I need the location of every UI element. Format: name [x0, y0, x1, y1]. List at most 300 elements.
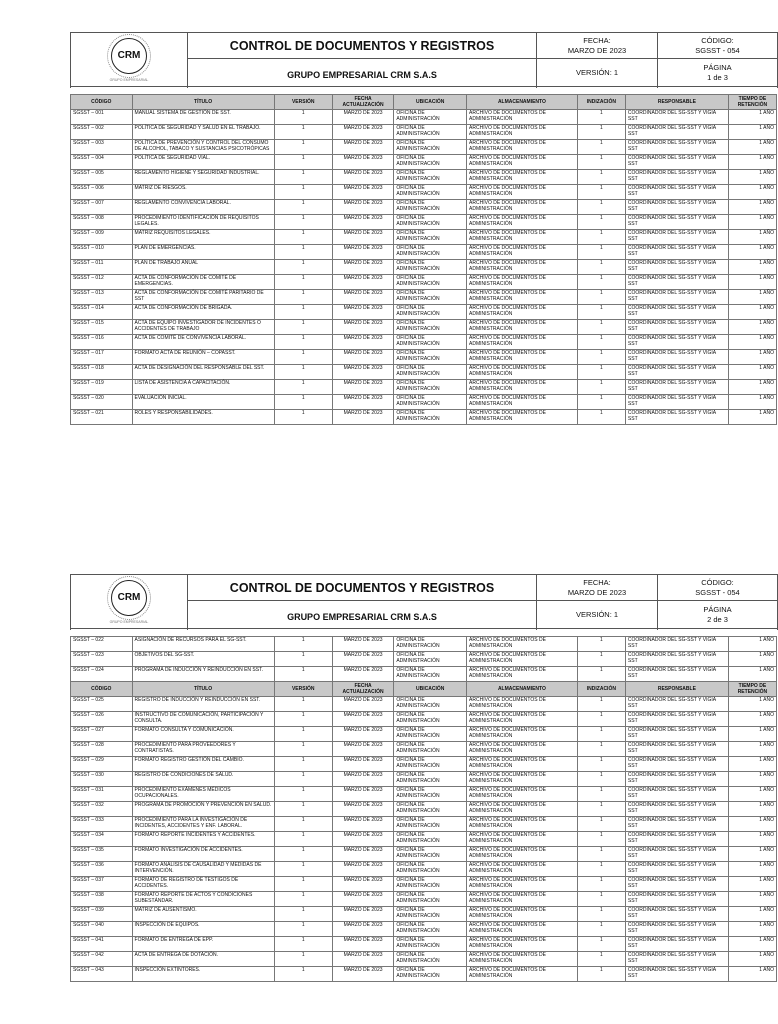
row-title: ASIGNACIÓN DE RECURSOS PARA EL SG-SST.: [132, 637, 274, 652]
row-indizacion: 1: [577, 365, 625, 380]
row-retencion: 1 AÑO: [728, 952, 776, 967]
col-version: VERSIÓN: [274, 95, 332, 110]
row-title: ACTA DE CONFORMACIÓN DE COMITÉ PARITARIO DE SST: [132, 290, 274, 305]
row-responsable: COORDINADOR DEL SG-SST Y VIGIA SST: [625, 712, 728, 727]
row-retencion: 1 AÑO: [728, 772, 776, 787]
pagina-cell: PÁGINA 1 de 3: [658, 59, 778, 87]
row-ubicacion: OFICINA DE ADMINISTRACIÓN: [394, 260, 467, 275]
table-row: [71, 892, 777, 907]
row-retencion: 1 AÑO: [728, 290, 776, 305]
row-fecha: MARZO DE 2023: [332, 892, 394, 907]
table-row: [71, 335, 777, 350]
row-indizacion: 1: [577, 832, 625, 847]
row-ubicacion: OFICINA DE ADMINISTRACIÓN: [394, 320, 467, 335]
table-row: [71, 245, 777, 260]
row-responsable: COORDINADOR DEL SG-SST Y VIGIA SST: [625, 275, 728, 290]
row-title: PROGRAMA DE INDUCCIÓN Y REINDUCCIÓN EN SST.: [132, 667, 274, 682]
row-indizacion: 1: [577, 652, 625, 667]
row-fecha: MARZO DE 2023: [332, 305, 394, 320]
row-version: 1: [274, 667, 332, 682]
table-row: [71, 757, 777, 772]
row-ubicacion: OFICINA DE ADMINISTRACIÓN: [394, 230, 467, 245]
row-version: 1: [274, 727, 332, 742]
row-retencion: 1 AÑO: [728, 140, 776, 155]
row-code: SGSST – 024: [71, 667, 133, 682]
col-codigo: CÓDIGO: [71, 682, 133, 697]
row-responsable: COORDINADOR DEL SG-SST Y VIGIA SST: [625, 155, 728, 170]
table-subheader: [71, 682, 777, 697]
row-almacenamiento: ARCHIVO DE DOCUMENTOS DE ADMINISTRACIÓN: [467, 125, 578, 140]
row-code: SGSST – 028: [71, 742, 133, 757]
row-retencion: 1 AÑO: [728, 697, 776, 712]
row-retencion: 1 AÑO: [728, 652, 776, 667]
row-title: INSPECCIÓN DE EQUIPOS.: [132, 922, 274, 937]
row-responsable: COORDINADOR DEL SG-SST Y VIGIA SST: [625, 922, 728, 937]
table-row: [71, 652, 777, 667]
col-indizacion: INDIZACIÓN: [577, 682, 625, 697]
row-indizacion: 1: [577, 290, 625, 305]
row-ubicacion: OFICINA DE ADMINISTRACIÓN: [394, 877, 467, 892]
row-fecha: MARZO DE 2023: [332, 667, 394, 682]
row-ubicacion: OFICINA DE ADMINISTRACIÓN: [394, 667, 467, 682]
row-fecha: MARZO DE 2023: [332, 200, 394, 215]
col-retencion: TIEMPO DE RETENCIÓN: [728, 682, 776, 697]
row-version: 1: [274, 320, 332, 335]
row-code: SGSST – 010: [71, 245, 133, 260]
row-title: INSTRUCTIVO DE COMUNICACIÓN, PARTICIPACIÓN Y CONSULTA.: [132, 712, 274, 727]
row-code: SGSST – 026: [71, 712, 133, 727]
row-indizacion: 1: [577, 952, 625, 967]
row-version: 1: [274, 772, 332, 787]
row-code: SGSST – 015: [71, 320, 133, 335]
row-version: 1: [274, 697, 332, 712]
row-fecha: MARZO DE 2023: [332, 215, 394, 230]
row-indizacion: 1: [577, 305, 625, 320]
row-code: SGSST – 038: [71, 892, 133, 907]
row-retencion: 1 AÑO: [728, 125, 776, 140]
row-code: SGSST – 034: [71, 832, 133, 847]
row-code: SGSST – 021: [71, 410, 133, 425]
row-code: SGSST – 014: [71, 305, 133, 320]
row-indizacion: 1: [577, 727, 625, 742]
row-version: 1: [274, 215, 332, 230]
row-indizacion: 1: [577, 802, 625, 817]
row-ubicacion: OFICINA DE ADMINISTRACIÓN: [394, 410, 467, 425]
row-indizacion: 1: [577, 937, 625, 952]
table-row: [71, 350, 777, 365]
row-retencion: 1 AÑO: [728, 892, 776, 907]
row-ubicacion: OFICINA DE ADMINISTRACIÓN: [394, 787, 467, 802]
row-almacenamiento: ARCHIVO DE DOCUMENTOS DE ADMINISTRACIÓN: [467, 395, 578, 410]
col-retencion: TIEMPO DE RETENCIÓN: [728, 95, 776, 110]
col-indizacion: INDIZACIÓN: [577, 95, 625, 110]
row-almacenamiento: ARCHIVO DE DOCUMENTOS DE ADMINISTRACIÓN: [467, 652, 578, 667]
row-title: PLAN DE EMERGENCIAS.: [132, 245, 274, 260]
table-body: [71, 697, 777, 982]
row-code: SGSST – 030: [71, 772, 133, 787]
row-ubicacion: OFICINA DE ADMINISTRACIÓN: [394, 892, 467, 907]
fecha-cell: FECHA: MARZO DE 2023: [537, 33, 658, 59]
row-almacenamiento: ARCHIVO DE DOCUMENTOS DE ADMINISTRACIÓN: [467, 275, 578, 290]
row-responsable: COORDINADOR DEL SG-SST Y VIGIA SST: [625, 727, 728, 742]
row-ubicacion: OFICINA DE ADMINISTRACIÓN: [394, 125, 467, 140]
row-title: ACTA DE DESIGNACIÓN DEL RESPONSABLE DEL SST.: [132, 365, 274, 380]
row-fecha: MARZO DE 2023: [332, 832, 394, 847]
row-version: 1: [274, 335, 332, 350]
row-responsable: COORDINADOR DEL SG-SST Y VIGIA SST: [625, 200, 728, 215]
row-responsable: COORDINADOR DEL SG-SST Y VIGIA SST: [625, 350, 728, 365]
row-code: SGSST – 002: [71, 125, 133, 140]
table-row: [71, 862, 777, 877]
row-code: SGSST – 031: [71, 787, 133, 802]
col-titulo: TÍTULO: [132, 682, 274, 697]
row-fecha: MARZO DE 2023: [332, 110, 394, 125]
row-title: EVALUACIÓN INICIAL.: [132, 395, 274, 410]
row-retencion: 1 AÑO: [728, 200, 776, 215]
row-code: SGSST – 008: [71, 215, 133, 230]
row-responsable: COORDINADOR DEL SG-SST Y VIGIA SST: [625, 652, 728, 667]
row-fecha: MARZO DE 2023: [332, 757, 394, 772]
row-code: SGSST – 032: [71, 802, 133, 817]
row-code: SGSST – 027: [71, 727, 133, 742]
row-responsable: COORDINADOR DEL SG-SST Y VIGIA SST: [625, 817, 728, 832]
col-codigo: CÓDIGO: [71, 95, 133, 110]
row-code: SGSST – 005: [71, 170, 133, 185]
row-version: 1: [274, 907, 332, 922]
table-row: [71, 410, 777, 425]
row-title: REGISTRO DE CONDICIONES DE SALUD.: [132, 772, 274, 787]
col-almacenamiento: ALMACENAMIENTO: [467, 682, 578, 697]
row-responsable: COORDINADOR DEL SG-SST Y VIGIA SST: [625, 967, 728, 982]
row-responsable: COORDINADOR DEL SG-SST Y VIGIA SST: [625, 667, 728, 682]
row-code: SGSST – 017: [71, 350, 133, 365]
table-row: [71, 697, 777, 712]
row-indizacion: 1: [577, 862, 625, 877]
row-fecha: MARZO DE 2023: [332, 155, 394, 170]
row-version: 1: [274, 742, 332, 757]
row-fecha: MARZO DE 2023: [332, 230, 394, 245]
row-responsable: COORDINADOR DEL SG-SST Y VIGIA SST: [625, 140, 728, 155]
table-row: [71, 817, 777, 832]
row-code: SGSST – 004: [71, 155, 133, 170]
row-indizacion: 1: [577, 275, 625, 290]
table-row: [71, 637, 777, 652]
row-almacenamiento: ARCHIVO DE DOCUMENTOS DE ADMINISTRACIÓN: [467, 305, 578, 320]
row-responsable: COORDINADOR DEL SG-SST Y VIGIA SST: [625, 215, 728, 230]
row-version: 1: [274, 922, 332, 937]
row-version: 1: [274, 967, 332, 982]
table-row: [71, 380, 777, 395]
row-code: SGSST – 042: [71, 952, 133, 967]
row-ubicacion: OFICINA DE ADMINISTRACIÓN: [394, 742, 467, 757]
row-responsable: COORDINADOR DEL SG-SST Y VIGIA SST: [625, 365, 728, 380]
row-responsable: COORDINADOR DEL SG-SST Y VIGIA SST: [625, 937, 728, 952]
row-retencion: 1 AÑO: [728, 667, 776, 682]
row-indizacion: 1: [577, 922, 625, 937]
row-title: FORMATO REPORTE DE ACTOS Y CONDICIONES SUBESTÁNDAR.: [132, 892, 274, 907]
row-title: REGLAMENTO HIGIENE Y SEGURIDAD INDUSTRIAL.: [132, 170, 274, 185]
codigo-cell: CÓDIGO: SGSST - 054: [658, 575, 778, 601]
row-title: REGLAMENTO CONVIVENCIA LABORAL.: [132, 200, 274, 215]
row-retencion: 1 AÑO: [728, 395, 776, 410]
row-fecha: MARZO DE 2023: [332, 140, 394, 155]
row-ubicacion: OFICINA DE ADMINISTRACIÓN: [394, 275, 467, 290]
row-code: SGSST – 001: [71, 110, 133, 125]
row-version: 1: [274, 877, 332, 892]
row-fecha: MARZO DE 2023: [332, 350, 394, 365]
row-version: 1: [274, 892, 332, 907]
row-title: PROCEDIMIENTO PARA LA INVESTIGACIÓN DE INCIDENTES, ACCIDENTES Y ENF. LABORAL.: [132, 817, 274, 832]
row-responsable: COORDINADOR DEL SG-SST Y VIGIA SST: [625, 877, 728, 892]
document-page-2: [70, 574, 777, 982]
row-title: FORMATO REGISTRO GESTIÓN DEL CAMBIO.: [132, 757, 274, 772]
row-indizacion: 1: [577, 140, 625, 155]
row-almacenamiento: ARCHIVO DE DOCUMENTOS DE ADMINISTRACIÓN: [467, 230, 578, 245]
row-ubicacion: OFICINA DE ADMINISTRACIÓN: [394, 922, 467, 937]
row-fecha: MARZO DE 2023: [332, 170, 394, 185]
row-version: 1: [274, 637, 332, 652]
row-almacenamiento: ARCHIVO DE DOCUMENTOS DE ADMINISTRACIÓN: [467, 832, 578, 847]
row-responsable: COORDINADOR DEL SG-SST Y VIGIA SST: [625, 245, 728, 260]
table-row: [71, 787, 777, 802]
row-ubicacion: OFICINA DE ADMINISTRACIÓN: [394, 215, 467, 230]
row-almacenamiento: ARCHIVO DE DOCUMENTOS DE ADMINISTRACIÓN: [467, 110, 578, 125]
row-ubicacion: OFICINA DE ADMINISTRACIÓN: [394, 350, 467, 365]
row-ubicacion: OFICINA DE ADMINISTRACIÓN: [394, 937, 467, 952]
table-row: [71, 125, 777, 140]
row-indizacion: 1: [577, 185, 625, 200]
row-ubicacion: OFICINA DE ADMINISTRACIÓN: [394, 817, 467, 832]
row-version: 1: [274, 952, 332, 967]
table-row: [71, 907, 777, 922]
row-title: FORMATO CONSULTA Y COMUNICACIÓN.: [132, 727, 274, 742]
row-responsable: COORDINADOR DEL SG-SST Y VIGIA SST: [625, 230, 728, 245]
row-fecha: MARZO DE 2023: [332, 922, 394, 937]
row-responsable: COORDINADOR DEL SG-SST Y VIGIA SST: [625, 335, 728, 350]
crm-logo: CRM: [111, 38, 147, 74]
row-almacenamiento: ARCHIVO DE DOCUMENTOS DE ADMINISTRACIÓN: [467, 697, 578, 712]
table-row: [71, 727, 777, 742]
row-ubicacion: OFICINA DE ADMINISTRACIÓN: [394, 305, 467, 320]
row-version: 1: [274, 817, 332, 832]
row-title: PROGRAMA DE PROMOCIÓN Y PREVENCIÓN EN SALUD.: [132, 802, 274, 817]
row-code: SGSST – 033: [71, 817, 133, 832]
documents-table: [70, 94, 777, 425]
row-retencion: 1 AÑO: [728, 410, 776, 425]
row-version: 1: [274, 170, 332, 185]
row-code: SGSST – 043: [71, 967, 133, 982]
row-code: SGSST – 022: [71, 637, 133, 652]
table-row: [71, 922, 777, 937]
table-row: [71, 967, 777, 982]
row-version: 1: [274, 305, 332, 320]
row-indizacion: 1: [577, 125, 625, 140]
row-fecha: MARZO DE 2023: [332, 847, 394, 862]
row-ubicacion: OFICINA DE ADMINISTRACIÓN: [394, 395, 467, 410]
row-fecha: MARZO DE 2023: [332, 410, 394, 425]
row-fecha: MARZO DE 2023: [332, 290, 394, 305]
row-responsable: COORDINADOR DEL SG-SST Y VIGIA SST: [625, 410, 728, 425]
row-indizacion: 1: [577, 742, 625, 757]
row-fecha: MARZO DE 2023: [332, 275, 394, 290]
row-almacenamiento: ARCHIVO DE DOCUMENTOS DE ADMINISTRACIÓN: [467, 320, 578, 335]
row-retencion: 1 AÑO: [728, 802, 776, 817]
row-almacenamiento: ARCHIVO DE DOCUMENTOS DE ADMINISTRACIÓN: [467, 742, 578, 757]
row-title: MATRIZ DE AUSENTISMO.: [132, 907, 274, 922]
row-code: SGSST – 039: [71, 907, 133, 922]
row-responsable: COORDINADOR DEL SG-SST Y VIGIA SST: [625, 772, 728, 787]
row-almacenamiento: ARCHIVO DE DOCUMENTOS DE ADMINISTRACIÓN: [467, 757, 578, 772]
row-retencion: 1 AÑO: [728, 757, 776, 772]
row-indizacion: 1: [577, 350, 625, 365]
table-row: [71, 712, 777, 727]
row-indizacion: 1: [577, 245, 625, 260]
row-version: 1: [274, 802, 332, 817]
row-indizacion: 1: [577, 215, 625, 230]
row-retencion: 1 AÑO: [728, 275, 776, 290]
row-indizacion: 1: [577, 200, 625, 215]
row-title: FORMATO ACTA DE REUNIÓN – COPASST.: [132, 350, 274, 365]
table-row: [71, 667, 777, 682]
row-retencion: 1 AÑO: [728, 170, 776, 185]
row-title: ROLES Y RESPONSABILIDADES.: [132, 410, 274, 425]
table-row: [71, 772, 777, 787]
documents-table: [70, 636, 777, 982]
row-ubicacion: OFICINA DE ADMINISTRACIÓN: [394, 290, 467, 305]
version-cell: VERSIÓN: 1: [537, 59, 658, 87]
row-title: FORMATO INVESTIGACIÓN DE ACCIDENTES.: [132, 847, 274, 862]
row-version: 1: [274, 260, 332, 275]
row-fecha: MARZO DE 2023: [332, 712, 394, 727]
document-header: [70, 32, 778, 87]
row-code: SGSST – 029: [71, 757, 133, 772]
row-almacenamiento: ARCHIVO DE DOCUMENTOS DE ADMINISTRACIÓN: [467, 155, 578, 170]
row-version: 1: [274, 787, 332, 802]
row-retencion: 1 AÑO: [728, 637, 776, 652]
row-ubicacion: OFICINA DE ADMINISTRACIÓN: [394, 380, 467, 395]
table-row: [71, 200, 777, 215]
row-almacenamiento: ARCHIVO DE DOCUMENTOS DE ADMINISTRACIÓN: [467, 215, 578, 230]
row-retencion: 1 AÑO: [728, 727, 776, 742]
row-almacenamiento: ARCHIVO DE DOCUMENTOS DE ADMINISTRACIÓN: [467, 410, 578, 425]
table-row: [71, 305, 777, 320]
row-ubicacion: OFICINA DE ADMINISTRACIÓN: [394, 170, 467, 185]
row-title: FORMATO ANÁLISIS DE CAUSALIDAD Y MEDIDAS DE INTERVENCIÓN.: [132, 862, 274, 877]
table-row: [71, 290, 777, 305]
table-row: [71, 952, 777, 967]
row-responsable: COORDINADOR DEL SG-SST Y VIGIA SST: [625, 260, 728, 275]
document-title: CONTROL DE DOCUMENTOS Y REGISTROS: [188, 575, 537, 601]
row-almacenamiento: ARCHIVO DE DOCUMENTOS DE ADMINISTRACIÓN: [467, 365, 578, 380]
row-title: FORMATO DE REGISTRO DE TESTIGOS DE ACCIDENTES.: [132, 877, 274, 892]
row-responsable: COORDINADOR DEL SG-SST Y VIGIA SST: [625, 847, 728, 862]
row-almacenamiento: ARCHIVO DE DOCUMENTOS DE ADMINISTRACIÓN: [467, 967, 578, 982]
row-retencion: 1 AÑO: [728, 155, 776, 170]
table-row: [71, 847, 777, 862]
row-almacenamiento: ARCHIVO DE DOCUMENTOS DE ADMINISTRACIÓN: [467, 877, 578, 892]
row-ubicacion: OFICINA DE ADMINISTRACIÓN: [394, 637, 467, 652]
row-title: POLÍTICA DE SEGURIDAD Y SALUD EN EL TRABAJO.: [132, 125, 274, 140]
row-ubicacion: OFICINA DE ADMINISTRACIÓN: [394, 140, 467, 155]
row-version: 1: [274, 862, 332, 877]
row-indizacion: 1: [577, 667, 625, 682]
row-responsable: COORDINADOR DEL SG-SST Y VIGIA SST: [625, 742, 728, 757]
row-retencion: 1 AÑO: [728, 380, 776, 395]
row-code: SGSST – 012: [71, 275, 133, 290]
row-indizacion: 1: [577, 772, 625, 787]
row-almacenamiento: ARCHIVO DE DOCUMENTOS DE ADMINISTRACIÓN: [467, 952, 578, 967]
col-responsable: RESPONSABLE: [625, 95, 728, 110]
row-code: SGSST – 013: [71, 290, 133, 305]
row-ubicacion: OFICINA DE ADMINISTRACIÓN: [394, 185, 467, 200]
row-fecha: MARZO DE 2023: [332, 862, 394, 877]
col-titulo: TÍTULO: [132, 95, 274, 110]
row-ubicacion: OFICINA DE ADMINISTRACIÓN: [394, 862, 467, 877]
row-almacenamiento: ARCHIVO DE DOCUMENTOS DE ADMINISTRACIÓN: [467, 667, 578, 682]
row-almacenamiento: ARCHIVO DE DOCUMENTOS DE ADMINISTRACIÓN: [467, 637, 578, 652]
row-version: 1: [274, 832, 332, 847]
row-fecha: MARZO DE 2023: [332, 802, 394, 817]
row-retencion: 1 AÑO: [728, 937, 776, 952]
row-fecha: MARZO DE 2023: [332, 260, 394, 275]
row-almacenamiento: ARCHIVO DE DOCUMENTOS DE ADMINISTRACIÓN: [467, 907, 578, 922]
table-row: [71, 832, 777, 847]
row-fecha: MARZO DE 2023: [332, 817, 394, 832]
table-row: [71, 170, 777, 185]
row-indizacion: 1: [577, 967, 625, 982]
row-fecha: MARZO DE 2023: [332, 320, 394, 335]
row-almacenamiento: ARCHIVO DE DOCUMENTOS DE ADMINISTRACIÓN: [467, 200, 578, 215]
row-version: 1: [274, 380, 332, 395]
row-fecha: MARZO DE 2023: [332, 967, 394, 982]
row-indizacion: 1: [577, 757, 625, 772]
table-row: [71, 140, 777, 155]
row-code: SGSST – 041: [71, 937, 133, 952]
row-code: SGSST – 009: [71, 230, 133, 245]
row-ubicacion: OFICINA DE ADMINISTRACIÓN: [394, 200, 467, 215]
row-code: SGSST – 003: [71, 140, 133, 155]
row-fecha: MARZO DE 2023: [332, 697, 394, 712]
row-ubicacion: OFICINA DE ADMINISTRACIÓN: [394, 365, 467, 380]
table-row: [71, 155, 777, 170]
row-indizacion: 1: [577, 712, 625, 727]
table-row: [71, 260, 777, 275]
row-responsable: COORDINADOR DEL SG-SST Y VIGIA SST: [625, 757, 728, 772]
col-fecha: FECHA ACTUALIZACIÓN: [332, 95, 394, 110]
row-ubicacion: OFICINA DE ADMINISTRACIÓN: [394, 802, 467, 817]
row-almacenamiento: ARCHIVO DE DOCUMENTOS DE ADMINISTRACIÓN: [467, 170, 578, 185]
row-code: SGSST – 007: [71, 200, 133, 215]
row-almacenamiento: ARCHIVO DE DOCUMENTOS DE ADMINISTRACIÓN: [467, 335, 578, 350]
row-almacenamiento: ARCHIVO DE DOCUMENTOS DE ADMINISTRACIÓN: [467, 772, 578, 787]
row-version: 1: [274, 937, 332, 952]
row-indizacion: 1: [577, 907, 625, 922]
row-responsable: COORDINADOR DEL SG-SST Y VIGIA SST: [625, 862, 728, 877]
row-fecha: MARZO DE 2023: [332, 907, 394, 922]
row-retencion: 1 AÑO: [728, 847, 776, 862]
row-title: PROCEDIMIENTO EXÁMENES MÉDICOS OCUPACIONALES.: [132, 787, 274, 802]
row-fecha: MARZO DE 2023: [332, 380, 394, 395]
row-title: ACTA DE ENTREGA DE DOTACIÓN.: [132, 952, 274, 967]
row-retencion: 1 AÑO: [728, 110, 776, 125]
row-title: POLÍTICA DE SEGURIDAD VIAL.: [132, 155, 274, 170]
col-ubicacion: UBICACIÓN: [394, 682, 467, 697]
row-almacenamiento: ARCHIVO DE DOCUMENTOS DE ADMINISTRACIÓN: [467, 862, 578, 877]
row-retencion: 1 AÑO: [728, 215, 776, 230]
table-row: [71, 395, 777, 410]
row-version: 1: [274, 712, 332, 727]
fecha-cell: FECHA: MARZO DE 2023: [537, 575, 658, 601]
